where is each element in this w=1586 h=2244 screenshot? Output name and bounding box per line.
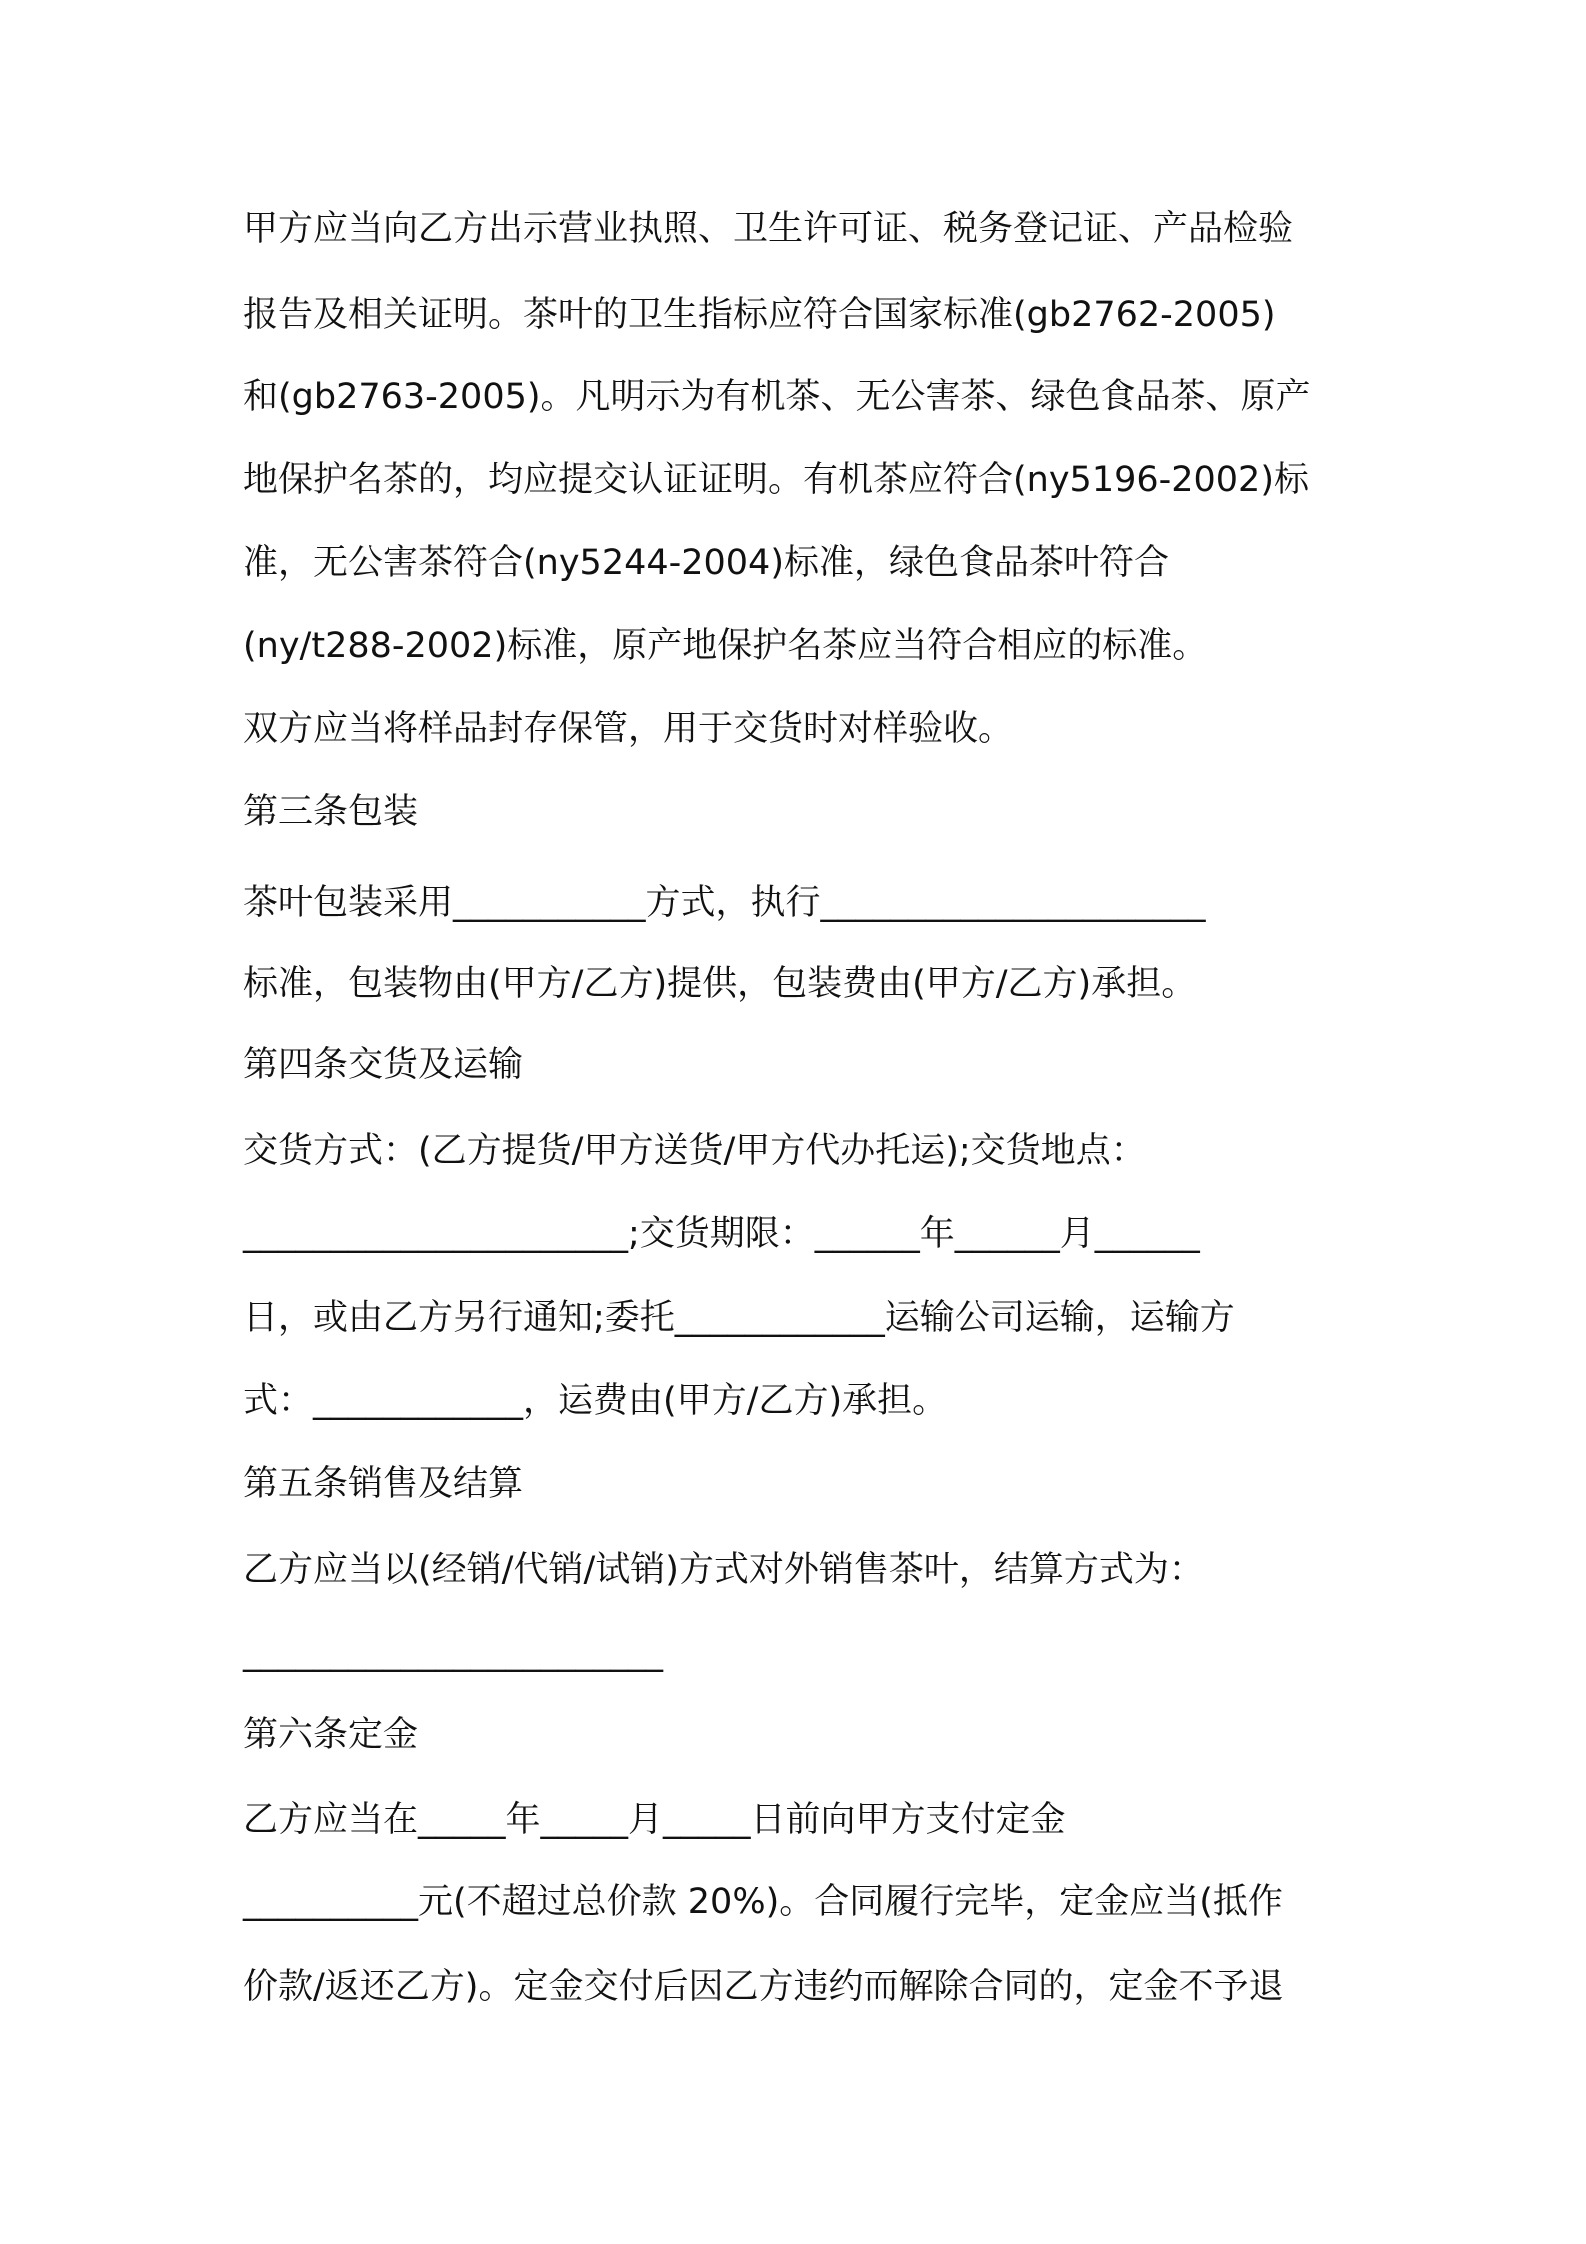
paragraph-line: 乙方应当以(经销/代销/试销)方式对外销售茶叶，结算方式为： — [243, 1550, 1204, 1590]
paragraph-line: 茶叶包装采用___________方式，执行______________________ — [243, 883, 1206, 923]
paragraph-line: ______________________;交货期限：______年______月______ — [243, 1214, 1200, 1254]
paragraph-line: 标准，包装物由(甲方/乙方)提供，包装费由(甲方/乙方)承担。 — [243, 964, 1197, 1004]
paragraph-line: 式：____________，运费由(甲方/乙方)承担。 — [243, 1381, 948, 1421]
section-heading: 第三条包装 — [243, 792, 419, 832]
paragraph-line: 准，无公害茶符合(ny5244-2004)标准，绿色食品茶叶符合 — [243, 543, 1169, 583]
section-heading: 第四条交货及运输 — [243, 1045, 524, 1085]
paragraph-line: 报告及相关证明。茶叶的卫生指标应符合国家标准(gb2762-2005) — [243, 295, 1276, 335]
section-heading: 第六条定金 — [243, 1715, 419, 1755]
paragraph-line: 双方应当将样品封存保管，用于交货时对样验收。 — [243, 709, 1014, 749]
paragraph-line: 乙方应当在_____年_____月_____日前向甲方支付定金 — [243, 1800, 1066, 1840]
section-heading: 第五条销售及结算 — [243, 1464, 524, 1504]
paragraph-line: 日，或由乙方另行通知;委托____________运输公司运输，运输方 — [243, 1298, 1235, 1338]
paragraph-line: 和(gb2763-2005)。凡明示为有机茶、无公害茶、绿色食品茶、原产 — [243, 377, 1311, 417]
paragraph-line: (ny/t288-2002)标准，原产地保护名茶应当符合相应的标准。 — [243, 626, 1208, 666]
blank-fill-line: ________________________ — [243, 1633, 663, 1673]
paragraph-line: __________元(不超过总价款 20%)。合同履行完毕，定金应当(抵作 — [243, 1882, 1283, 1922]
paragraph-line: 交货方式：(乙方提货/甲方送货/甲方代办托运);交货地点： — [243, 1131, 1146, 1171]
paragraph-line: 价款/返还乙方)。定金交付后因乙方违约而解除合同的，定金不予退 — [243, 1967, 1284, 2007]
paragraph-line: 地保护名茶的，均应提交认证证明。有机茶应符合(ny5196-2002)标 — [243, 460, 1309, 500]
paragraph-line: 甲方应当向乙方出示营业执照、卫生许可证、税务登记证、产品检验 — [243, 209, 1294, 249]
